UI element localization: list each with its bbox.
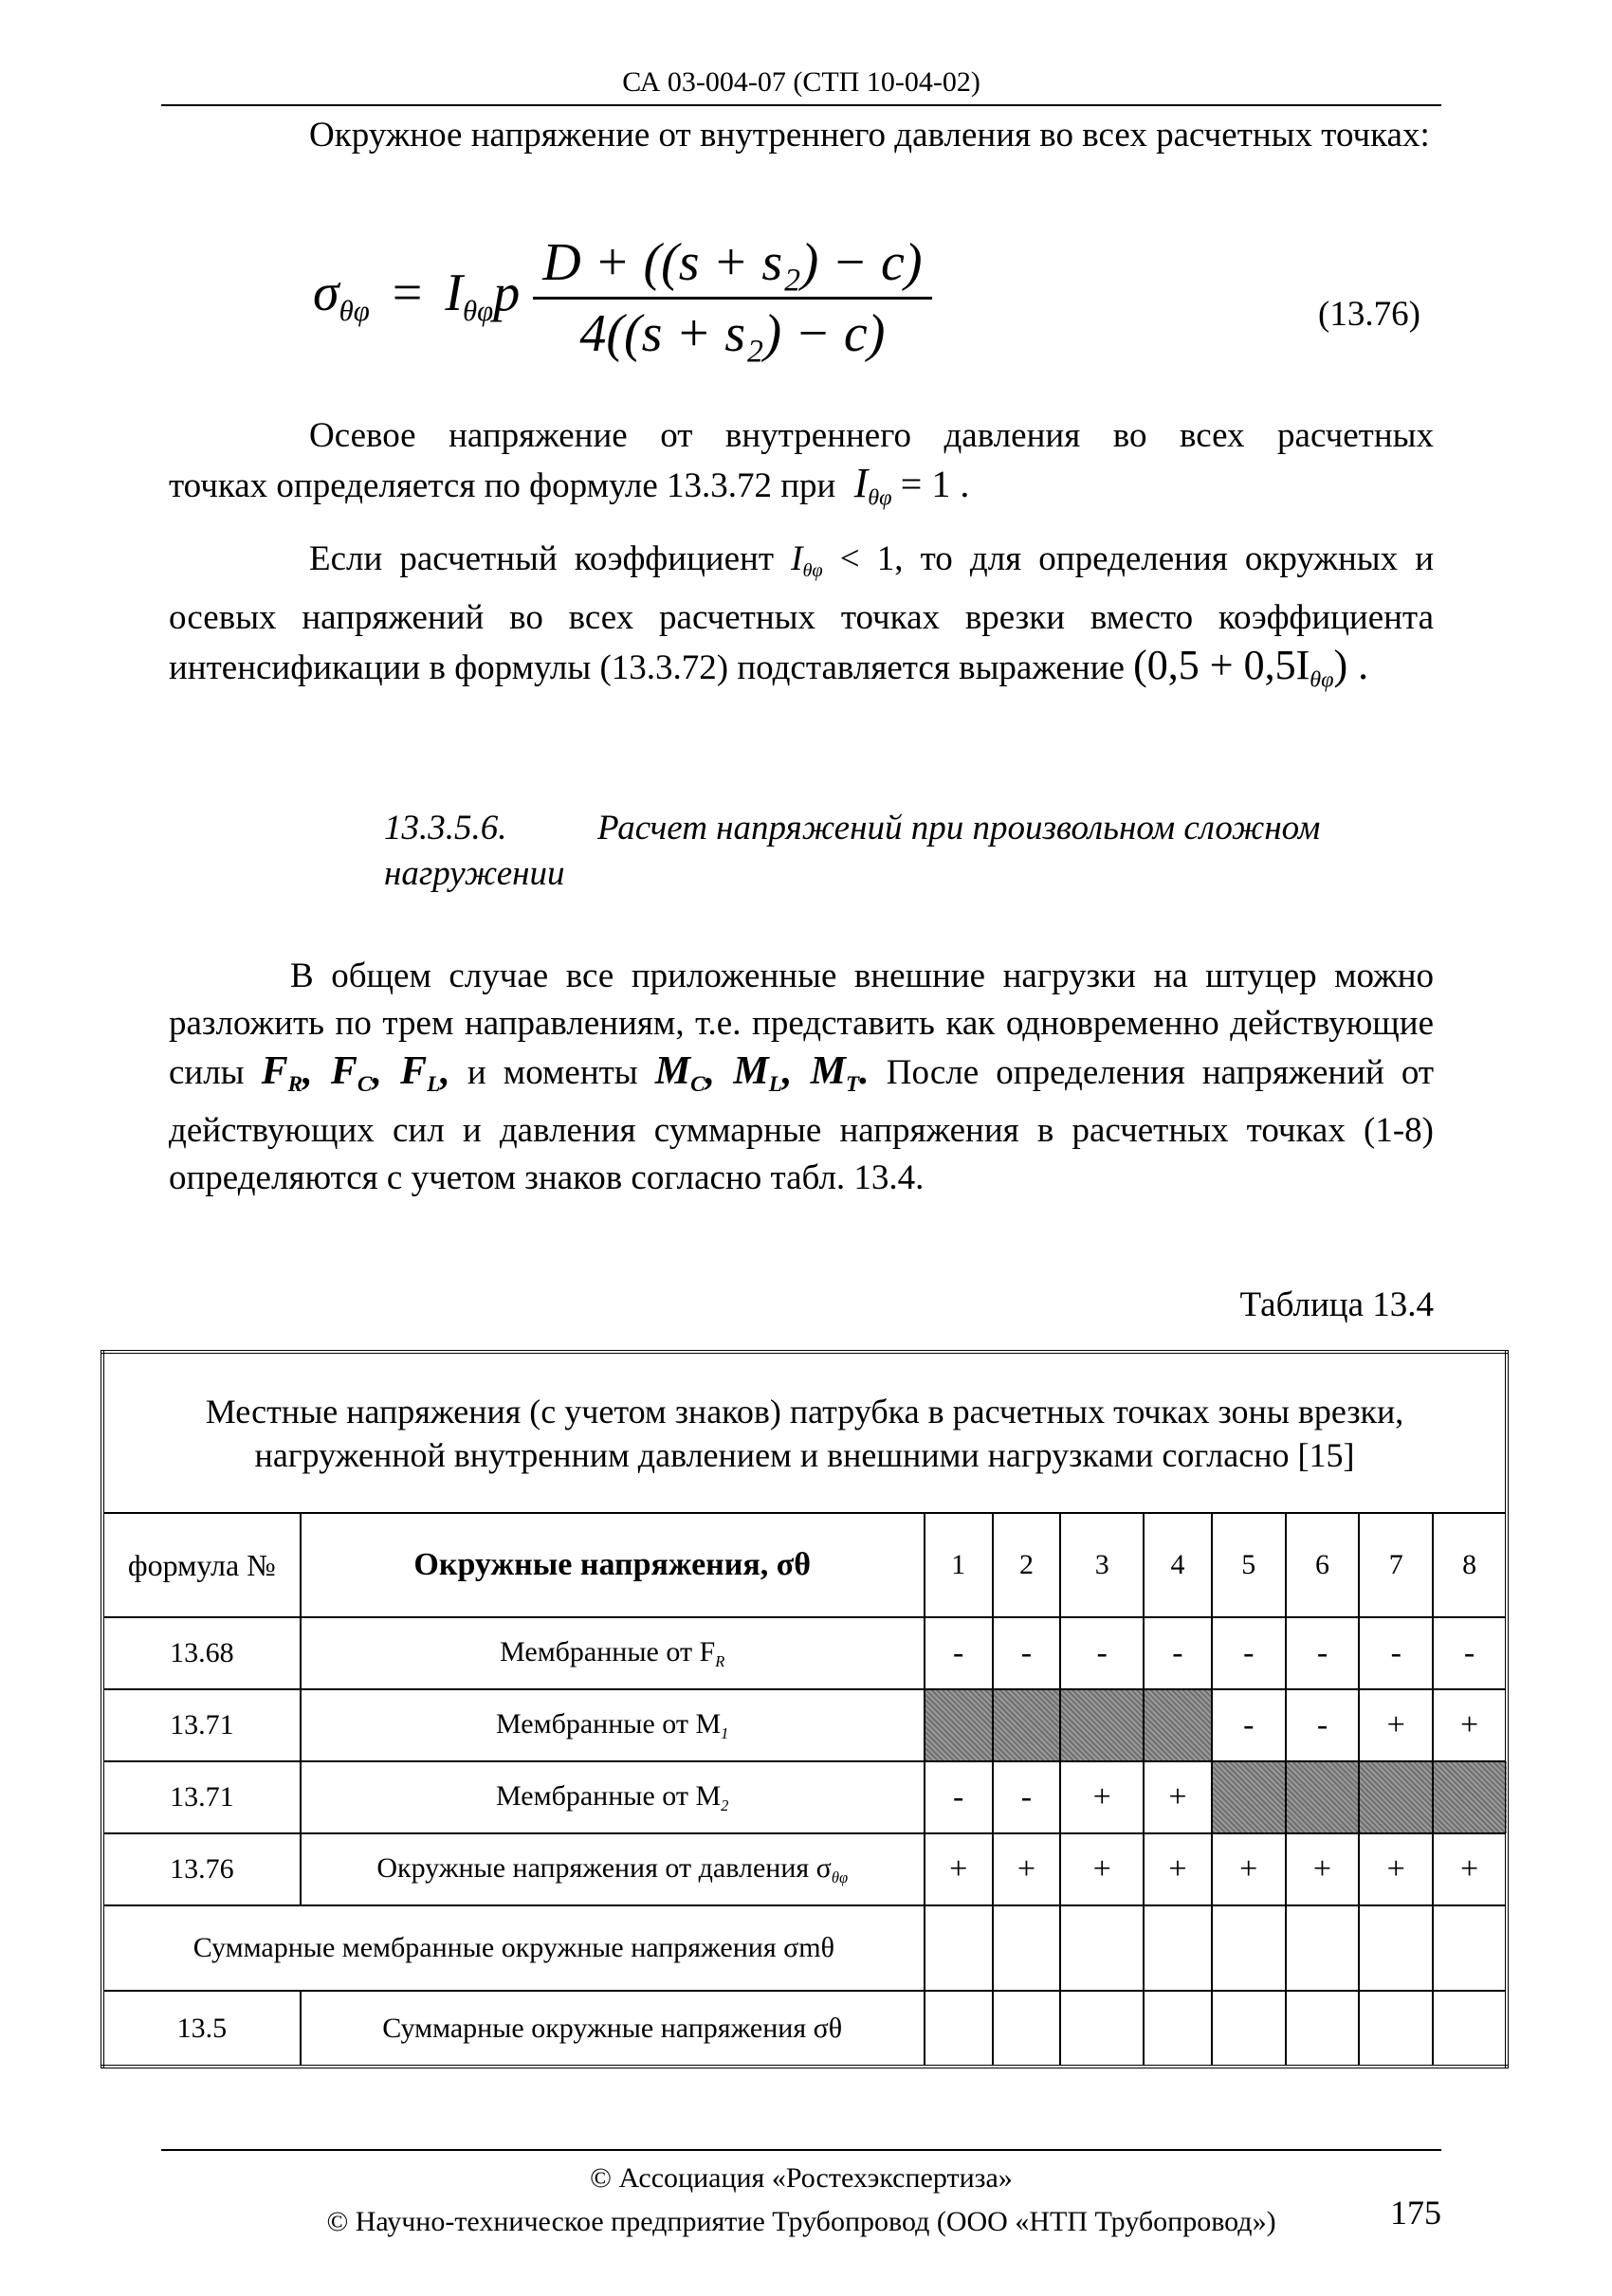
sign-cell: + [925, 1833, 993, 1905]
paragraph-text: точках определяется по формуле 13.3.72 при [169, 466, 836, 505]
hatched-cell [993, 1689, 1061, 1761]
formula-number-cell: 13.71 [102, 1761, 301, 1833]
footer-association: © Ассоциация «Ростехэкспертиза» [590, 2162, 1013, 2194]
paragraph-text: < 1, то для определения окружных и осевых напряжений во всех расчетных точках врезки вместо коэффициента интенсификации в формулы (13.3.72) подставляется выражение [169, 539, 1435, 688]
paragraph-coefficient-rule [169, 536, 1434, 704]
hatched-cell [1433, 1761, 1507, 1833]
formula-number-cell: 13.76 [102, 1833, 301, 1905]
sign-cell: + [1212, 1833, 1286, 1905]
paragraph-text: и моменты [467, 1053, 638, 1092]
paragraph-text: В общем случае все приложенные внешние нагрузки на штуцер можно разложить по трем направлениям, т.е. представить как одновременно действующие силы [169, 957, 1434, 1092]
table-cell [1286, 1905, 1360, 1991]
hatched-cell [1144, 1689, 1212, 1761]
formula-numerator: D + ((s + s₂) − c) [533, 232, 931, 300]
formula-number-cell: 13.71 [102, 1689, 301, 1761]
stress-label-cell: Мембранные от $M_1$ [301, 1689, 925, 1761]
paragraph-complex-loading [169, 953, 1434, 1202]
formula-coefficient: $I_{\theta\varphi}$ [445, 264, 494, 328]
column-header-point: 2 [993, 1513, 1061, 1617]
table-header-row [102, 1513, 1507, 1617]
force-symbols: $F_R$, $F_C$, $F_L$, [261, 1049, 450, 1097]
table-cell [1433, 1991, 1507, 2067]
sign-cell: + [1286, 1833, 1360, 1905]
stress-sign-table [101, 1350, 1509, 2068]
table-cell [1212, 1991, 1286, 2067]
column-header-point: 4 [1144, 1513, 1212, 1617]
table-cell [1060, 1905, 1144, 1991]
sign-cell: - [1286, 1689, 1360, 1761]
equation-number: (13.76) [1318, 295, 1420, 334]
sign-cell: + [1359, 1833, 1433, 1905]
moment-symbols: $M_C$, $M_L$, $M_T$. [654, 1049, 870, 1097]
sign-cell: - [1060, 1617, 1144, 1689]
table-cell [925, 1905, 993, 1991]
formula-lhs: $\sigma_{\theta\varphi}$ [313, 264, 370, 328]
paragraph-text: Осевое напряжение от внутреннего давления во всех расчетных [309, 416, 1434, 455]
column-header-formula: формула № [102, 1513, 301, 1617]
section-number: 13.3.5.6. [384, 809, 507, 847]
page-number: 175 [1390, 2194, 1441, 2232]
hatched-cell [1060, 1689, 1144, 1761]
paragraph-text: Если расчетный коэффициент [309, 539, 774, 578]
sign-cell: - [993, 1617, 1061, 1689]
sign-cell: - [1433, 1617, 1507, 1689]
formula-number-cell: 13.68 [102, 1617, 301, 1689]
stress-label-cell: Окружные напряжения от давления $\sigma_{\theta\varphi}$ [301, 1833, 925, 1905]
table-caption: Таблица 13.4 [1239, 1285, 1434, 1324]
column-header-point: 5 [1212, 1513, 1286, 1617]
formula-13-76: $\sigma_{\theta\varphi} = I_{\theta\varphi}p$ $\frac{\text{D + ((s + s₂) − c)}}{\text{4((s + s₂) − c)}}$ [313, 232, 932, 364]
section-heading [384, 806, 1437, 897]
table-cell [1433, 1905, 1507, 1991]
stress-label-cell: Мембранные от $M_2$ [301, 1761, 925, 1833]
column-header-stress: Окружные напряжения, σθ [301, 1513, 925, 1617]
sign-cell: - [925, 1761, 993, 1833]
condition-value: = 1 . [900, 463, 970, 505]
table-cell [993, 1991, 1061, 2067]
paragraph-hoop-stress-intro [169, 112, 1434, 159]
sign-cell: - [1144, 1617, 1212, 1689]
column-header-point: 7 [1359, 1513, 1433, 1617]
table-cell [1359, 1991, 1433, 2067]
sign-cell: + [1433, 1689, 1507, 1761]
table-cell [1060, 1991, 1144, 2067]
column-header-point: 1 [925, 1513, 993, 1617]
table-cell [993, 1905, 1061, 1991]
table-row [102, 1689, 1507, 1761]
section-title: Расчет напряжений при произвольном сложном нагружении [384, 809, 1321, 893]
sign-cell: - [925, 1617, 993, 1689]
condition-symbol: $I_{\theta\varphi}$ [853, 460, 892, 511]
table-cell [925, 1991, 993, 2067]
table-row [102, 1617, 1507, 1689]
sum-total-label: Суммарные окружные напряжения σθ [301, 1991, 925, 2067]
substitute-expression: $(0,5 + 0,5I_{\theta\varphi})$ . [1133, 642, 1369, 693]
table-title: Местные напряжения (с учетом знаков) патрубка в расчетных точках зоны врезки, нагруженной внутренним давлением и внешними нагрузками согласно [15] [102, 1352, 1507, 1513]
sign-cell: + [1433, 1833, 1507, 1905]
hatched-cell [1212, 1761, 1286, 1833]
table-row-sum-membrane [102, 1905, 1507, 1991]
sign-cell: + [1060, 1833, 1144, 1905]
column-header-point: 8 [1433, 1513, 1507, 1617]
running-header: СА 03-004-07 (СТП 10-04-02) [161, 66, 1441, 106]
hatched-cell [925, 1689, 993, 1761]
formula-fraction [533, 232, 931, 364]
sign-cell: - [1359, 1617, 1433, 1689]
sign-cell: + [1359, 1689, 1433, 1761]
coefficient-symbol: $I_{\theta\varphi}$ [791, 539, 823, 582]
table-row [102, 1761, 1507, 1833]
sign-cell: - [993, 1761, 1061, 1833]
formula-pressure: p [493, 264, 521, 323]
stress-label-cell: Мембранные от $F_R$ [301, 1617, 925, 1689]
sign-cell: - [1212, 1689, 1286, 1761]
table-cell [1286, 1991, 1360, 2067]
sign-cell: + [1144, 1761, 1212, 1833]
paragraph-text: Окружное напряжение от внутреннего давления во всех расчетных точках: [309, 116, 1430, 155]
sign-cell: + [993, 1833, 1061, 1905]
column-header-point: 6 [1286, 1513, 1360, 1617]
sign-cell: - [1286, 1617, 1360, 1689]
sign-cell: - [1212, 1617, 1286, 1689]
column-header-point: 3 [1060, 1513, 1144, 1617]
table-cell [1212, 1905, 1286, 1991]
table-row [102, 1833, 1507, 1905]
hatched-cell [1359, 1761, 1433, 1833]
sign-cell: + [1060, 1761, 1144, 1833]
table-cell [1144, 1905, 1212, 1991]
sum-membrane-label: Суммарные мембранные окружные напряжения σmθ [102, 1905, 925, 1991]
table-cell [1144, 1991, 1212, 2067]
hatched-cell [1286, 1761, 1360, 1833]
table-cell [1359, 1905, 1433, 1991]
formula-denominator: 4((s + s₂) − c) [579, 304, 886, 363]
paragraph-text: После определения напряжений от действующих сил и давления суммарные напряжения в расчетных точках (1-8) определяются с учетом знаков согласно табл. 13.4. [169, 1053, 1435, 1198]
page-footer [161, 2149, 1441, 2238]
sum-total-formula: 13.5 [102, 1991, 301, 2067]
sign-cell: + [1144, 1833, 1212, 1905]
paragraph-axial-stress [169, 412, 1434, 521]
footer-company: © Научно-техническое предприятие Трубопровод (ООО «НТП Трубопровод») [326, 2206, 1276, 2237]
table-row-sum-total [102, 1991, 1507, 2067]
